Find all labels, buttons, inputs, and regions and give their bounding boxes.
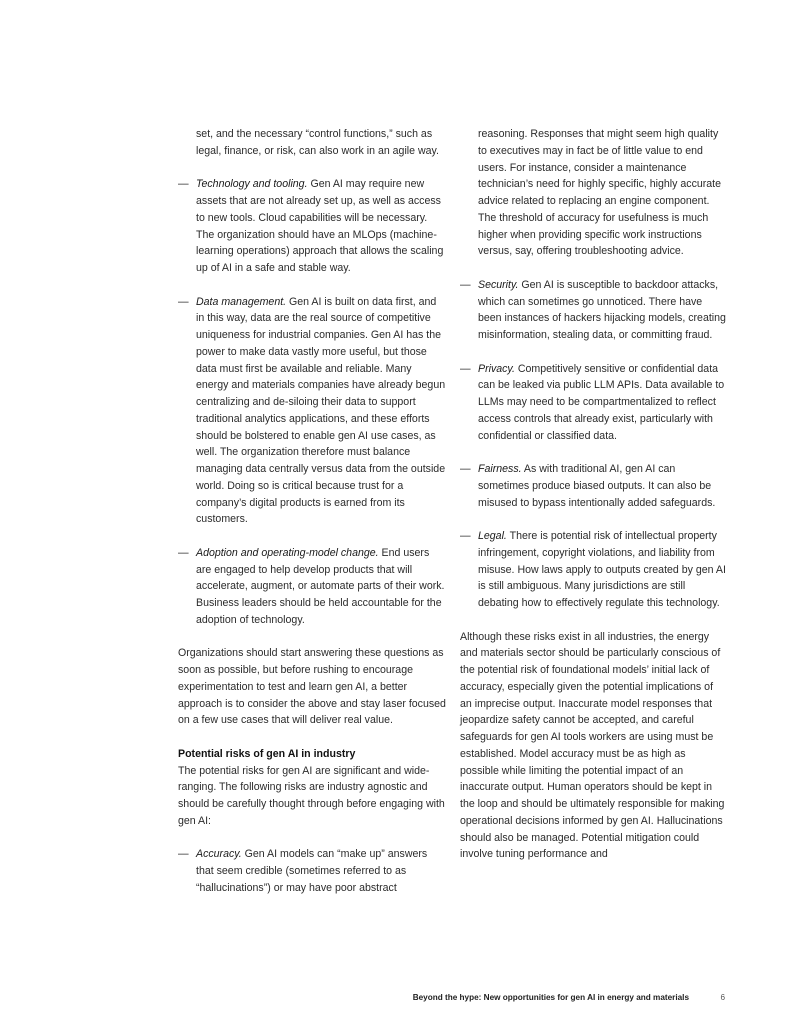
bullet-term: Data management. [196,295,287,308]
bullet-dash: — [178,546,189,559]
bullet-term: Legal. [478,530,507,542]
body-paragraph: Organizations should start answering these questions as soon as possible, but before rushing to encourage experimentation to test and learn gen AI, a better approach is to consider the above and stay laser focused on a few use cases that will deliver real value. [178,647,446,727]
bullet-text: Gen AI models can “make up” answers that seem credible (sometimes referred to as “hallucinations”) or may have poor abstract [196,848,428,894]
bullet-dash: — [178,178,189,191]
bullet-data-management [178,294,446,529]
bullet-adoption-operating-model [178,545,446,629]
bullet-dash: — [460,362,471,375]
bullet-text: Competitively sensitive or confidential data can be leaked via public LLM APIs. Data available to LLMs may need to be compartmentalized to reflect access controls that already exist, particularly with confidential or classified data. [478,362,725,442]
bullet-security [460,277,726,344]
bullet-privacy [460,361,726,445]
bullet-dash: — [178,295,189,308]
bullet-text: Gen AI may require new assets that are not already set up, as well as access to new tools. Cloud capabilities will be necessary. The organization should have an MLOps (machine-learning operations) approach that allows the scaling up of AI in a safe and stable way. [196,178,444,274]
page-number: 6 [720,993,725,1002]
bullet-text: There is potential risk of intellectual property infringement, copyright violations, and liability from misuse. How laws apply to outputs created by gen AI is still ambiguous. Many jurisdictions are still debating how to effectively regulate this technology. [478,530,726,609]
bullet-legal [460,528,726,612]
bullet-fairness [460,461,726,511]
right-column [460,126,726,863]
bullet-accuracy [178,846,446,896]
left-column [178,126,446,897]
body-paragraph: Although these risks exist in all industries, the energy and materials sector should be particularly conscious of the potential risk of foundational models’ initial lack of accuracy, especially given the potential implications of an imprecise output. Inaccurate model responses that jeopardize safety cannot be accepted, and careful safeguards for gen AI tools workers are using must be established. Model accuracy must be as high as possible while limiting the potential impact of an inaccurate output. Human operators should be kept in the loop and should be ultimately responsible for making operational decisions informed by gen AI. Hallucinations should also be managed. Potential mitigation could involve tuning performance and [460,630,725,861]
bullet-dash: — [460,463,471,475]
bullet-dash: — [460,278,471,291]
bullet-text: As with traditional AI, gen AI can sometimes produce biased outputs. It can also be misused to bypass intentionally added safeguards. [478,463,716,509]
bullet-term: Fairness. [478,463,522,475]
footer-title: Beyond the hype: New opportunities for gen AI in energy and materials [412,993,689,1002]
bullet-dash: — [178,848,189,861]
bullet-dash: — [460,530,471,542]
bullet-term: Adoption and operating-model change. [196,546,379,559]
bullet-technology-and-tooling [178,176,446,277]
bullet-term: Accuracy. [196,848,242,861]
bullet-text: Gen AI is built on data first, and in this way, data are the real source of competitive uniqueness for industrial companies. Gen AI has the power to make data vastly more useful, but those data must first be available and reliable. Many energy and materials companies have already begun centralizing and de-siloing their data to support traditional analytics applications, and these efforts should be bolstered to enable gen AI use cases, as well. The organization therefore must balance managing data centrally versus data from the outside world. Doing so is critical because trust for a company’s digital products is earned from its customers. [196,295,446,526]
continuation-text: set, and the necessary “control functions,” such as legal, finance, or risk, can also work in an agile way. [196,128,439,157]
continuation-text: reasoning. Responses that might seem high quality to executives may in fact be of little value to end users. For instance, consider a maintenance technician’s need for highly specific, highly accurate advice related to replacing an engine component. The threshold of accuracy for usefulness is much higher when providing specific work instructions versus, say, offering troubleshooting advice. [478,128,722,258]
bullet-term: Technology and tooling. [196,178,308,191]
bullet-term: Security. [478,278,519,291]
risks-intro-paragraph: The potential risks for gen AI are significant and wide-ranging. The following risks are industry agnostic and should be carefully thought through before engaging with gen AI: [178,764,445,827]
section-heading: Potential risks of gen AI in industry [178,747,356,760]
bullet-term: Privacy. [478,362,515,375]
bullet-text: End users are engaged to help develop products that will accelerate, augment, or automate parts of their work. Business leaders should be held accountable for the adoption of technology. [196,546,445,626]
bullet-text: Gen AI is susceptible to backdoor attacks, which can sometimes go unnoticed. There have been instances of hackers hijacking models, creating misinformation, stealing data, or committing fraud. [478,278,726,341]
